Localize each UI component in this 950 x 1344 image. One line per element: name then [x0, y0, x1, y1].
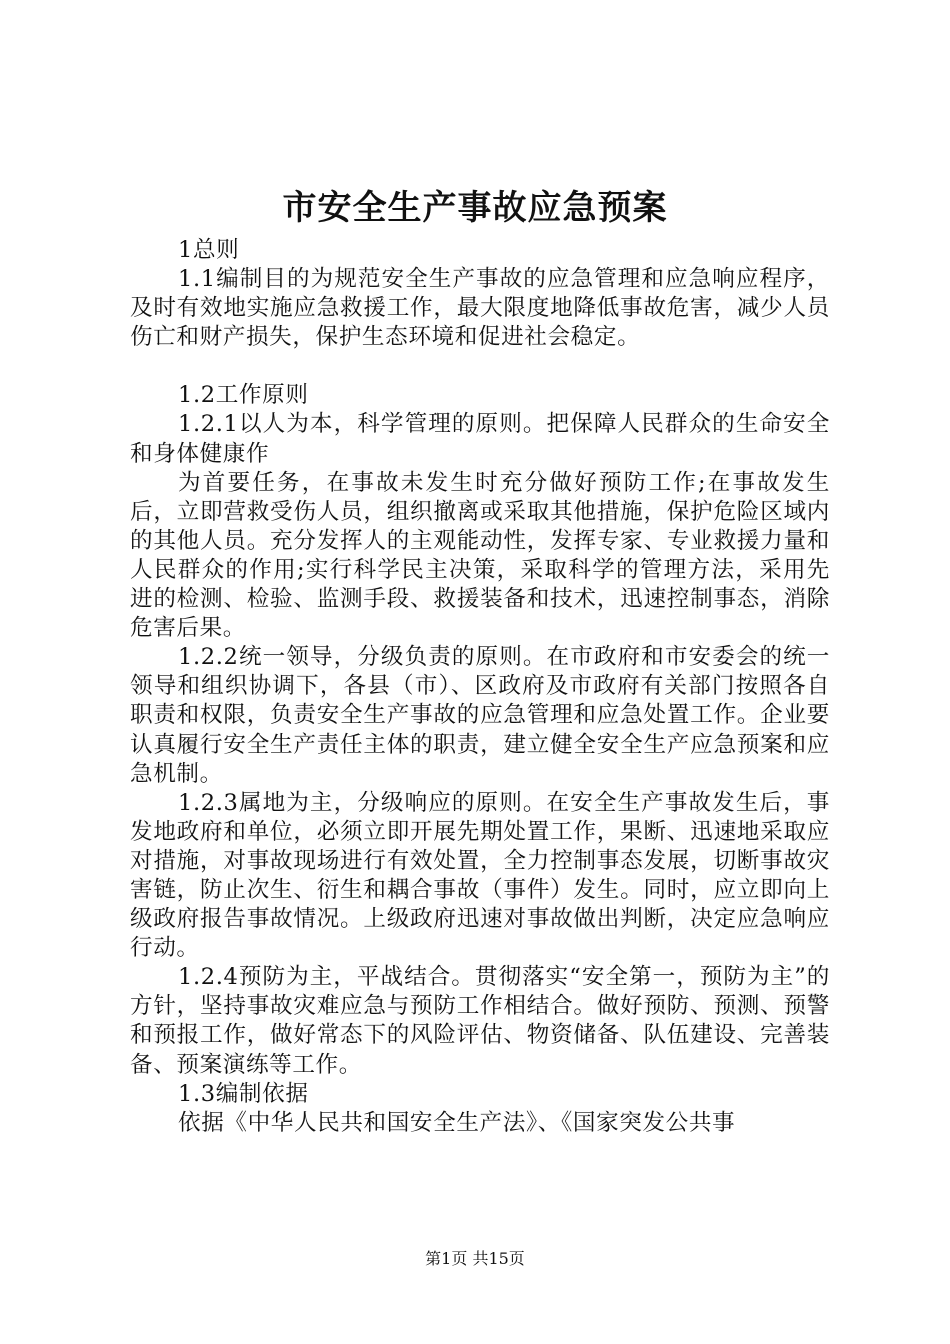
heading-general: 1总则 [178, 237, 240, 263]
paragraph-spacer [130, 352, 830, 381]
heading-work-principles: 1.2工作原则 [178, 382, 309, 409]
heading-basis: 1.3编制依据 [178, 1080, 309, 1107]
paragraph-basis: 依据《中华人民共和国安全生产法》、《国家突发公共事 [178, 1109, 736, 1136]
document-body [130, 236, 830, 1138]
document-title: 市安全生产事故应急预案 [282, 188, 668, 228]
paragraph-principle-2: 1.2.2统一领导，分级负责的原则。在市政府和市安委会的统一领导和组织协调下，各县（市）、区政府及市政府有关部门按照各自职责和权限，负责安全生产事故的应急管理和应急处置工作。企业要认真履行安全生产责任主体的职责，建立健全安全生产应急预案和应急机制。 [130, 644, 830, 787]
paragraph-principle-4: 1.2.4预防为主，平战结合。贯彻落实“安全第一，预防为主”的方针，坚持事故灾难应急与预防工作相结合。做好预防、预测、预警和预报工作，做好常态下的风险评估、物资储备、队伍建设、完善装备、预案演练等工作。 [130, 964, 830, 1078]
paragraph-purpose: 1.1编制目的为规范安全生产事故的应急管理和应急响应程序，及时有效地实施应急救援工作，最大限度地降低事故危害，减少人员伤亡和财产损失，保护生态环境和促进社会稳定。 [130, 266, 830, 351]
paragraph-principle-3: 1.2.3属地为主，分级响应的原则。在安全生产事故发生后，事发地政府和单位，必须立即开展先期处置工作，果断、迅速地采取应对措施，对事故现场进行有效处置，全力控制事态发展，切断事故灾害链，防止次生、衍生和耦合事故（事件）发生。同时，应立即向上级政府报告事故情况。上级政府迅速对事故做出判断，决定应急响应行动。 [130, 789, 830, 962]
page-number-footer: 第1页 共15页 [425, 1249, 525, 1268]
paragraph-principle-1: 1.2.1以人为本，科学管理的原则。把保障人民群众的生命安全和身体健康作 [130, 411, 830, 467]
paragraph-principle-1-cont: 为首要任务，在事故未发生时充分做好预防工作;在事故发生后，立即营救受伤人员，组织撤离或采取其他措施，保护危险区域内的其他人员。充分发挥人的主观能动性，发挥专家、专业救援力量和人民群众的作用;实行科学民主决策，采取科学的管理方法，采用先进的检测、检验、监测手段、救援装备和技术，迅速控制事态，消除危害后果。 [130, 469, 830, 642]
